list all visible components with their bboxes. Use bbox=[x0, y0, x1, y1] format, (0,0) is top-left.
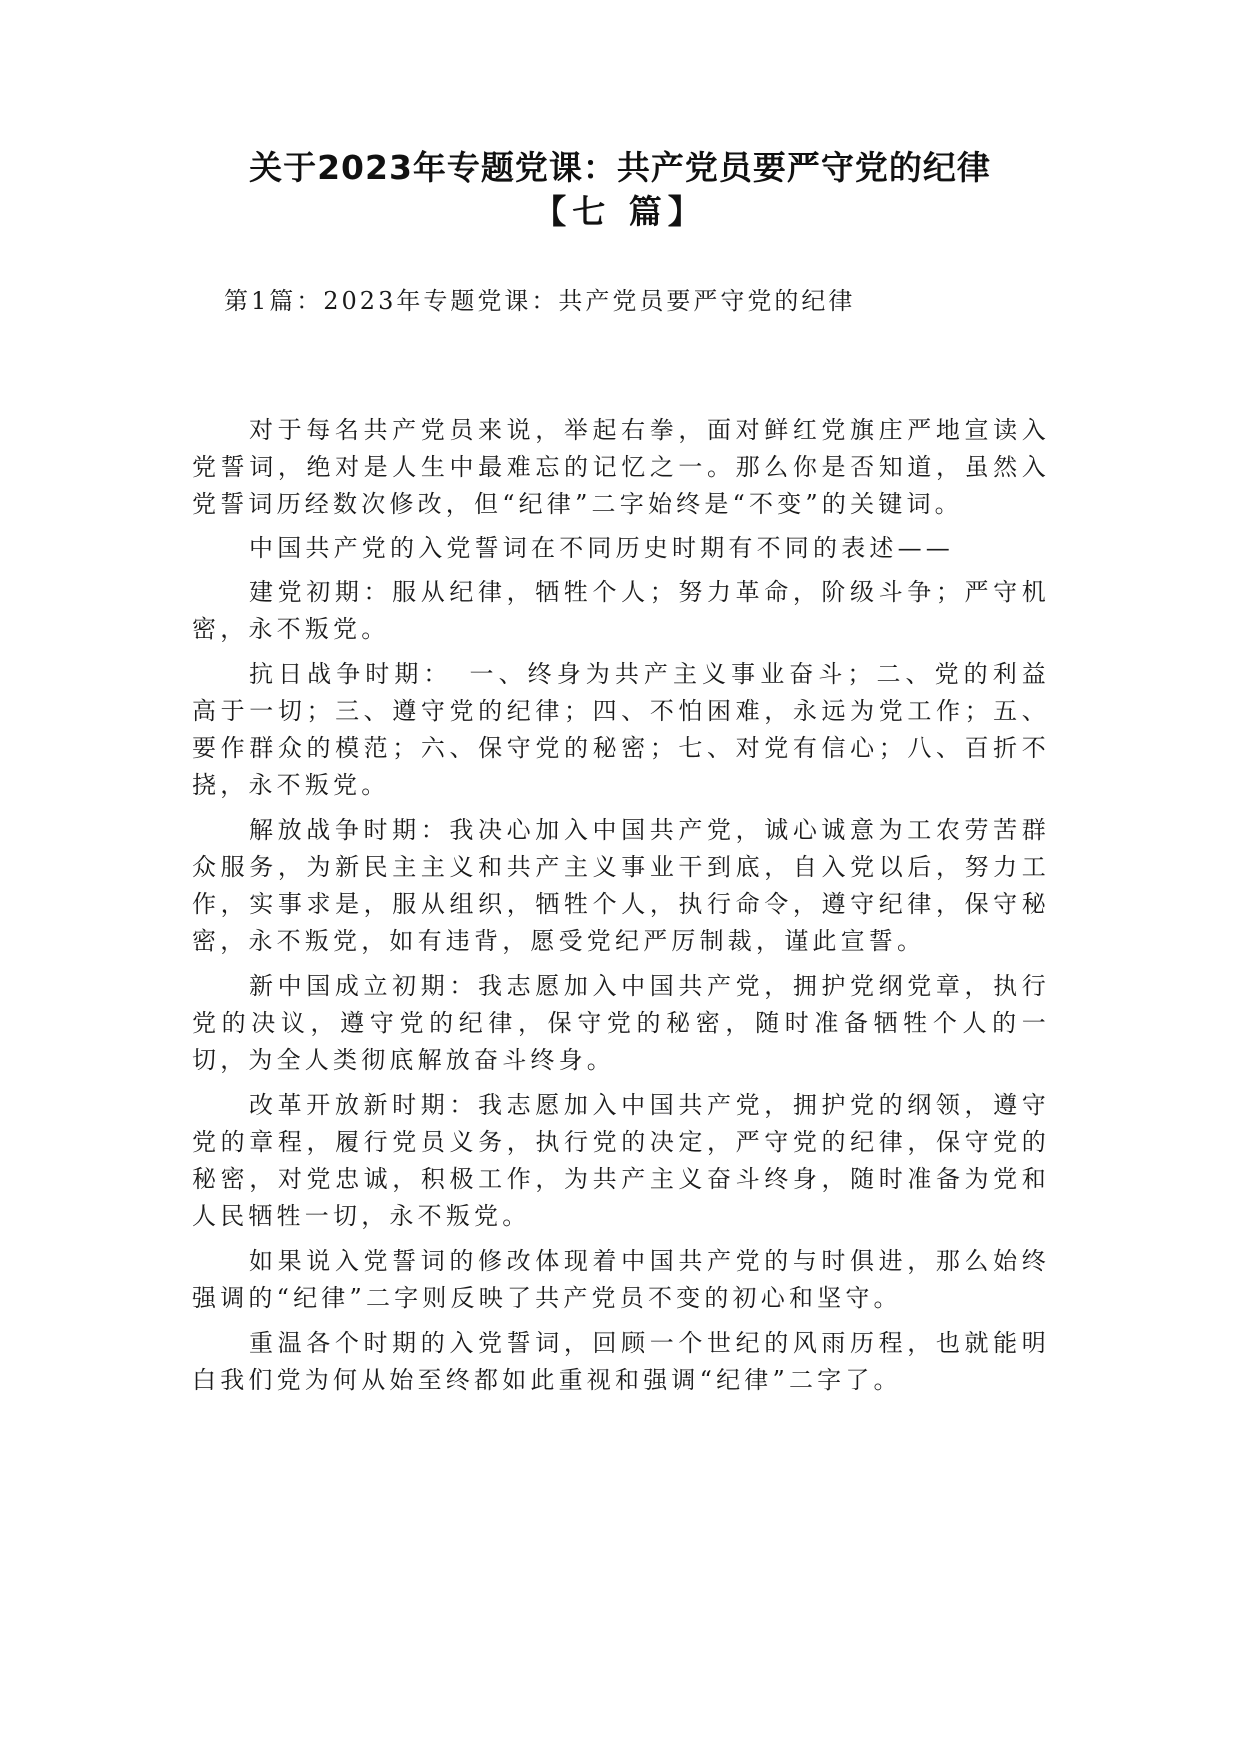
paragraph-oath-overview: 中国共产党的入党誓词在不同历史时期有不同的表述—— bbox=[249, 534, 954, 562]
paragraph-liberation-war: 解放战争时期：我决心加入中国共产党，诚心诚意为工农劳苦群众服务，为新民主主义和共产主义事业干到底，自入党以后，努力工作，实事求是，服从组织，牺牲个人，执行命令，遵守纪律，保守秘密，永不叛党，如有违背，愿受党纪严厉制裁，谨此宣誓。 bbox=[192, 816, 1050, 955]
paragraph-anti-japanese-war: 抗日战争时期： 一、终身为共产主义事业奋斗；二、党的利益高于一切；三、遵守党的纪律；四、不怕困难，永远为党工作；五、要作群众的模范；六、保守党的秘密；七、对党有信心；八、百折不挠，永不叛党。 bbox=[192, 660, 1050, 799]
paragraph-reform-era: 改革开放新时期：我志愿加入中国共产党，拥护党的纲领，遵守党的章程，履行党员义务，执行党的决定，严守党的纪律，保守党的秘密，对党忠诚，积极工作，为共产主义奋斗终身，随时准备为党和人民牺牲一切，永不叛党。 bbox=[192, 1091, 1050, 1230]
paragraph-early-party: 建党初期：服从纪律，牺牲个人；努力革命，阶级斗争；严守机密，永不叛党。 bbox=[192, 578, 1050, 643]
document-title bbox=[150, 146, 1090, 234]
title-line-2: 【七 篇】 bbox=[533, 192, 707, 231]
paragraph-new-china: 新中国成立初期：我志愿加入中国共产党，拥护党纲党章，执行党的决议，遵守党的纪律，保守党的秘密，随时准备牺牲个人的一切，为全人类彻底解放奋斗终身。 bbox=[192, 972, 1050, 1074]
paragraph-intro: 对于每名共产党员来说，举起右拳，面对鲜红党旗庄严地宣读入党誓词，绝对是人生中最难忘的记忆之一。那么你是否知道，虽然入党誓词历经数次修改，但“纪律”二字始终是“不变”的关键词。 bbox=[192, 416, 1050, 518]
title-line-1: 关于2023年专题党课：共产党员要严守党的纪律 bbox=[249, 148, 991, 187]
document-body bbox=[192, 412, 1050, 1406]
paragraph-discipline-meaning: 如果说入党誓词的修改体现着中国共产党的与时俱进，那么始终强调的“纪律”二字则反映了共产党员不变的初心和坚守。 bbox=[192, 1247, 1050, 1312]
chapter-heading: 第1篇：2023年专题党课：共产党员要严守党的纪律 bbox=[224, 287, 856, 315]
paragraph-conclusion: 重温各个时期的入党誓词，回顾一个世纪的风雨历程，也就能明白我们党为何从始至终都如此重视和强调“纪律”二字了。 bbox=[192, 1329, 1050, 1394]
